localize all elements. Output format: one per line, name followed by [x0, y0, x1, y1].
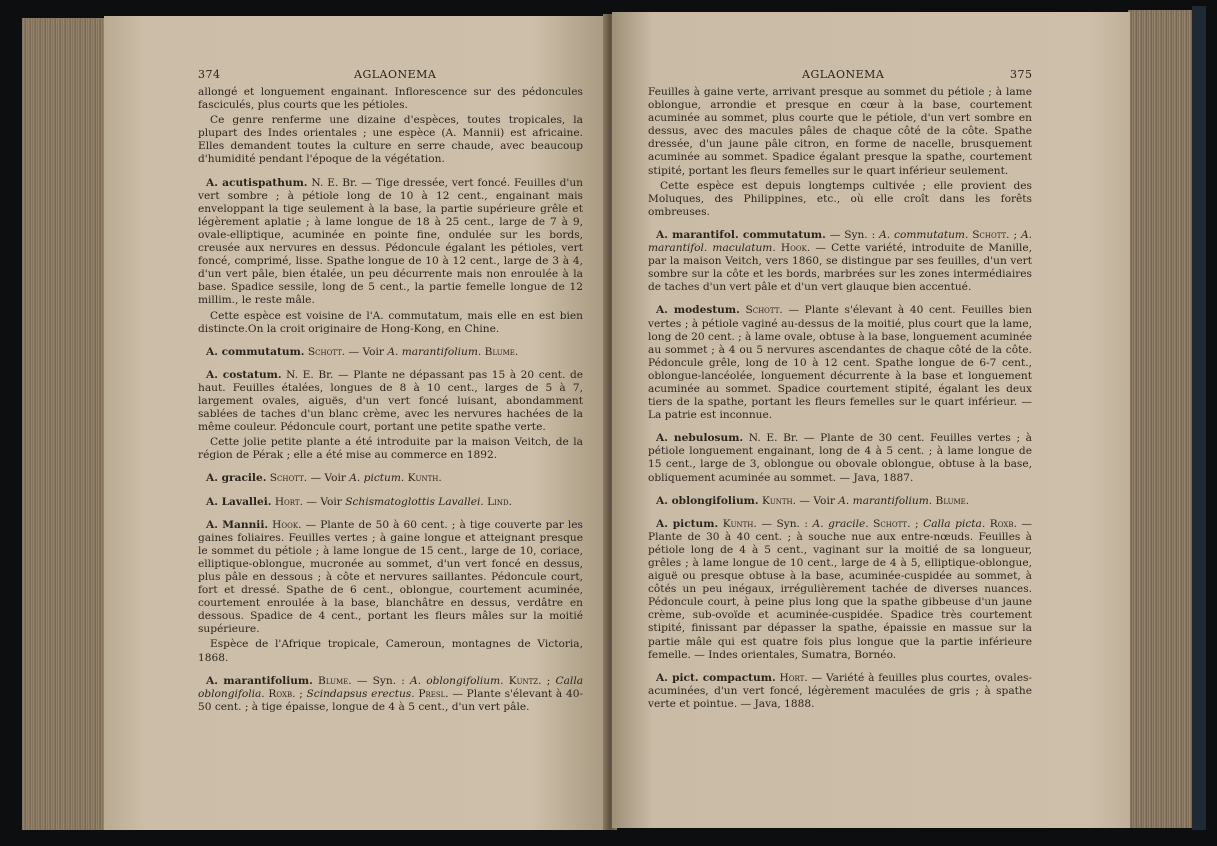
entry-text: — Plante ne dépassant pas 15 à 20 cent. de haut. Feuilles étalées, longues de 8 à 10 cent., larges de 5 à 7, largement ovales, aiguës, d'un vert foncé luisant, abondamment sablées de taches d'un blanc crème, avec les nervures hachées de la même couleur. Pédoncule court, portant une petite spathe verte.	[198, 368, 584, 434]
entry-note: Cette jolie petite plante a été introduite par la maison Veitch, de la région de Pérak ; elle a été mise au commerce en 1892.	[198, 436, 583, 462]
entry-ref: A. marantifolium.	[838, 494, 933, 507]
right-page-number: 375	[1010, 68, 1033, 81]
entry-text: — Cette variété, introduite de Manille, par la maison Veitch, vers 1860, se distingue par ses feuilles, d'un vert sombre sur la côte et les bords, marbrées sur les zones intermédiaires de taches d'un vert pâle et d'un vert glauque bien accentué.	[648, 242, 1033, 294]
entry-lavallei	[198, 496, 583, 509]
entry-name: A. marantifolium.	[206, 674, 313, 687]
entry-name: A. costatum.	[206, 368, 282, 381]
entry-syn: A. commutatum.	[879, 228, 969, 241]
entry-name: A. pict. compactum.	[656, 671, 776, 684]
entry-text: — Plante de 50 à 60 cent. ; à tige couverte par les gaines foliaires. Feuilles vertes ; à gaine longue et atteignant presque le sommet du pétiole ; à lame longue de 15 cent., large de 10, coriace, elliptique-oblongue, mucronée au sommet, d'un vert foncé en dessus, plus pâle en dessous ; à côte et nervures saillantes. Pédoncule court, fort et dressé. Spathe de 6 cent., oblongue, courtement acuminée, courtement enroulée à la base, blanchâtre en dessus, verdâtre en dessous. Spadice de 4 cent., portant les fleurs mâles sur la moitié supérieure.	[198, 518, 583, 636]
entry-name: A. commutatum.	[206, 345, 305, 358]
entry-acutispathum	[198, 177, 583, 308]
entry-text: — Syn. :	[356, 674, 411, 687]
entry-name: A. nebulosum.	[656, 432, 744, 445]
entry-author: Schott.	[307, 345, 346, 358]
book-cover-right	[1192, 6, 1206, 830]
entry-syn: A. gracile.	[812, 517, 869, 530]
entry-author: Blume.	[318, 674, 352, 687]
entry-ref-author: Lind.	[487, 495, 513, 508]
entry-oblongifolium	[648, 495, 1032, 508]
entry-modestum	[648, 304, 1032, 422]
entry-author: Schott.	[269, 472, 308, 485]
entry-name: A. pictum.	[656, 517, 719, 530]
entry-text: — Plante s'élevant à 40 cent. Feuilles bien vertes ; à pétiole vaginé au-dessus de la moitié, plus court que la lame, long de 20 cent. ; à lame ovale, obtuse à la base, longuement acuminée au sommet ; à 4 ou 5 nervures ascendantes de chaque côté de la côte. Pédoncule grêle, long de 10 à 12 cent. Spathe longue de 6-7 cent., oblongue-lancéolée, longuement décurrente à la base et longuement acuminée au sommet. Spadice courtement stipité, égalant les deux tiers de la spathe, portant les fleurs femelles sur le quart inférieur. — La patrie est inconnue.	[648, 304, 1032, 422]
entry-author: Hort.	[779, 671, 808, 684]
genus-note: Ce genre renferme une dizaine d'espèces, toutes tropicales, la plupart des Indes orientales ; une espèce (A. Mannii) est africaine. Elles demandent toutes la culture en serre chaude, avec beaucoup d'humidité pendant l'époque de la végétation.	[198, 114, 583, 166]
right-page-text	[648, 86, 1032, 721]
right-intro-note: Cette espèce est depuis longtemps cultivée ; elle provient des Moluques, des Philippines, etc., où elle croît dans les forêts ombreuses.	[648, 179, 1032, 218]
entry-name: A. oblongifolium.	[656, 494, 759, 507]
left-page	[104, 16, 608, 830]
entry-note: Cette espèce est voisine de l'A. commutatum, mais elle en est bien distincte.On la croit originaire de Hong-Kong, en Chine.	[198, 309, 583, 335]
entry-syn: Calla oblongifolia.	[198, 674, 584, 700]
entry-author: N. E. Br.	[311, 176, 358, 189]
entry-syn-author: Hook.	[780, 242, 811, 255]
entry-marantifol-commutatum: A. marantifol. commutatum. — Syn. : A. commutatum. Schott. ; A. marantifol. maculatum. Hook. — Cette variété, introduite de Manille, par la maison Veitch, vers 1860, se distingue par ses feuilles, d'un vert sombre sur la côte et les bords, marbrées sur les zones intermédiaires de taches d'un vert pâle et d'un vert glauque bien accentué.	[648, 228, 1033, 294]
right-intro: Feuilles à gaine verte, arrivant presque au sommet du pétiole ; à lame oblongue, arrondie et presque en cœur à la base, courtement acuminée au sommet, plus courte que le pétiole, d'un vert sombre en dessus, avec des macules pâles de chaque côté de la côte. Spathe dressée, d'un jaune pâle citron, en forme de nacelle, brusquement acuminée au sommet. Spadice égalant presque la spathe, courtement stipité, portant les fleurs femelles sur le quart inférieur seulement.	[648, 86, 1032, 177]
entry-syn-author: Roxb.	[989, 517, 1017, 530]
entry-text: — Syn. :	[829, 228, 880, 241]
entry-mannii	[198, 519, 583, 637]
entry-syn-author: Presl.	[418, 687, 449, 700]
entry-nebulosum	[648, 432, 1032, 484]
entry-text: — Voir	[306, 495, 346, 508]
left-intro: allongé et longuement engainant. Inflorescence sur des pédoncules fasciculés, plus courts que les pétioles.	[198, 86, 583, 112]
entry-syn: Calla picta.	[923, 517, 986, 530]
entry-author: Kunth.	[761, 494, 797, 507]
entry-name: A. Mannii.	[206, 518, 269, 531]
entry-syn-author: Schott.	[972, 228, 1010, 241]
entry-name: A. acutispathum.	[206, 176, 308, 189]
entry-name: A. Lavallei.	[206, 495, 272, 508]
entry-gracile	[198, 472, 583, 485]
entry-pictum: A. pictum. Kunth. — Syn. : A. gracile. Schott. ; Calla picta. Roxb. — Plante de 30 à 40 cent. ; à souche nue aux entre-nœuds. Feuilles à pétiole long de 4 à 5 cent., vaginant sur la moitié de sa longueur, grêles ; à lame longue de 10 cent., large de 4 à 5, elliptique-oblongue, aiguë ou presque obtuse à la base, acuminée-cuspidée au sommet, à côtés un peu inégaux, irrégulièrement tachée de diverses nuances. Pédoncule court, à peine plus long que la spathe gibbeuse d'un jaune crème, sub-ovoïde et acuminée-cuspidée. Spadice très courtement stipité, finissant par dépasser la spathe, épaissie en massue sur la partie mâle qui est quatre fois plus longue que la partie inférieure femelle. — Indes orientales, Sumatra, Bornéo.	[648, 517, 1032, 661]
entry-author: Hort.	[274, 495, 303, 508]
entry-text: — Voir	[799, 494, 839, 507]
entry-syn-author: Schott.	[873, 517, 911, 530]
entry-text: — Voir	[310, 472, 350, 485]
entry-text: — Plante de 30 cent. Feuilles vertes ; à pétiole longuement engainant, long de 4 à 5 cent. ; à lame longue de 15 cent., large de 3, oblongue ou obovale oblongue, obtuse à la base, obliquement acuminée au sommet. — Java, 1887.	[648, 432, 1032, 484]
entry-syn-author: Roxb.	[268, 687, 296, 700]
entry-name: A. gracile.	[206, 472, 267, 485]
entry-marantifolium: A. marantifolium. Blume. — Syn. : A. oblongifolium. Kuntz. ; Calla oblongifolia. Roxb. ; Scindapsus erectus. Presl. — Plante s'élevant à 40-50 cent. ; à tige épaisse, longue de 4 à 5 cent., d'un vert pâle.	[198, 674, 584, 713]
book-page-edges-right	[1128, 10, 1195, 828]
entry-ref: A. marantifolium.	[387, 345, 482, 358]
entry-author: N. E. Br.	[748, 432, 799, 445]
entry-syn: A. marantifol. maculatum.	[648, 228, 1032, 255]
entry-syn: A. oblongifolium.	[410, 674, 504, 687]
left-running-head: AGLAONEMA	[354, 68, 437, 81]
left-page-number: 374	[198, 68, 221, 81]
entry-costatum	[198, 369, 583, 434]
entry-pict-compactum	[648, 672, 1032, 711]
entry-note: Espèce de l'Afrique tropicale, Cameroun, montagnes de Victoria, 1868.	[198, 638, 583, 664]
entry-syn: Scindapsus erectus.	[306, 687, 415, 700]
entry-author: Kunth.	[722, 517, 757, 530]
left-page-text	[198, 86, 583, 724]
entry-ref-author: Blume.	[935, 494, 970, 507]
entry-text: — Tige dressée, vert foncé. Feuilles d'un vert sombre ; à pétiole long de 10 à 12 cent., engainant mais enveloppant la tige seulement à la base, la partie supérieure grêle et légèrement aplatie ; à lame longue de 18 à 25 cent., large de 7 à 9, ovale-elliptique, acuminée en pointe fine, ondulée sur les bords, creusée aux nervures en dessus. Pédoncule égalant les pétioles, vert foncé, comprimé, lisse. Spathe longue de 10 à 12 cent., large de 3 à 4, d'un vert pâle, bien étalée, un peu décurrente mais non enroulée à la base. Spadice sessile, long de 5 cent., la partie femelle longue de 12 millim., le reste mâle.	[198, 176, 583, 307]
entry-commutatum	[198, 346, 583, 359]
book-page-edges-left	[22, 18, 108, 830]
entry-syn-author: Kuntz.	[508, 674, 542, 687]
entry-author: Hook.	[272, 518, 302, 531]
entry-text: — Plante s'élevant à 40-50 cent. ; à tige épaisse, longue de 4 à 5 cent., d'un vert pâle.	[198, 687, 584, 713]
entry-text: — Voir	[348, 345, 388, 358]
entry-ref: A. pictum.	[349, 472, 405, 485]
entry-author: Schott.	[745, 304, 783, 317]
entry-author: N. E. Br.	[286, 368, 334, 381]
entry-ref-author: Kunth.	[407, 472, 442, 485]
entry-text: — Variété à feuilles plus courtes, ovales-acuminées, d'un vert foncé, légèrement maculées de gris ; à spathe verte et pointue. — Java, 1888.	[648, 671, 1032, 710]
entry-ref: Schismatoglottis Lavallei.	[345, 495, 484, 508]
entry-text: — Syn. :	[761, 517, 813, 530]
entry-ref-author: Blume.	[484, 345, 519, 358]
right-page	[612, 12, 1130, 828]
entry-text: — Plante de 30 à 40 cent. ; à souche nue aux entre-nœuds. Feuilles à pétiole long de 4 à 5 cent., vaginant sur la moitié de sa longueur, grêles ; à lame longue de 10 cent., large de 4 à 5, elliptique-oblongue, aiguë ou presque obtuse à la base, acuminée-cuspidée au sommet, à côtés un peu inégaux, irrégulièrement tachée de diverses nuances. Pédoncule court, à peine plus long que la spathe gibbeuse d'un jaune crème, sub-ovoïde et acuminée-cuspidée. Spadice très courtement stipité, finissant par dépasser la spathe, épaissie en massue sur la partie mâle qui est quatre fois plus longue que la partie inférieure femelle. — Indes orientales, Sumatra, Bornéo.	[648, 517, 1032, 661]
entry-name: A. marantifol. commutatum.	[656, 228, 826, 241]
entry-name: A. modestum.	[656, 304, 740, 317]
right-running-head: AGLAONEMA	[802, 68, 885, 81]
